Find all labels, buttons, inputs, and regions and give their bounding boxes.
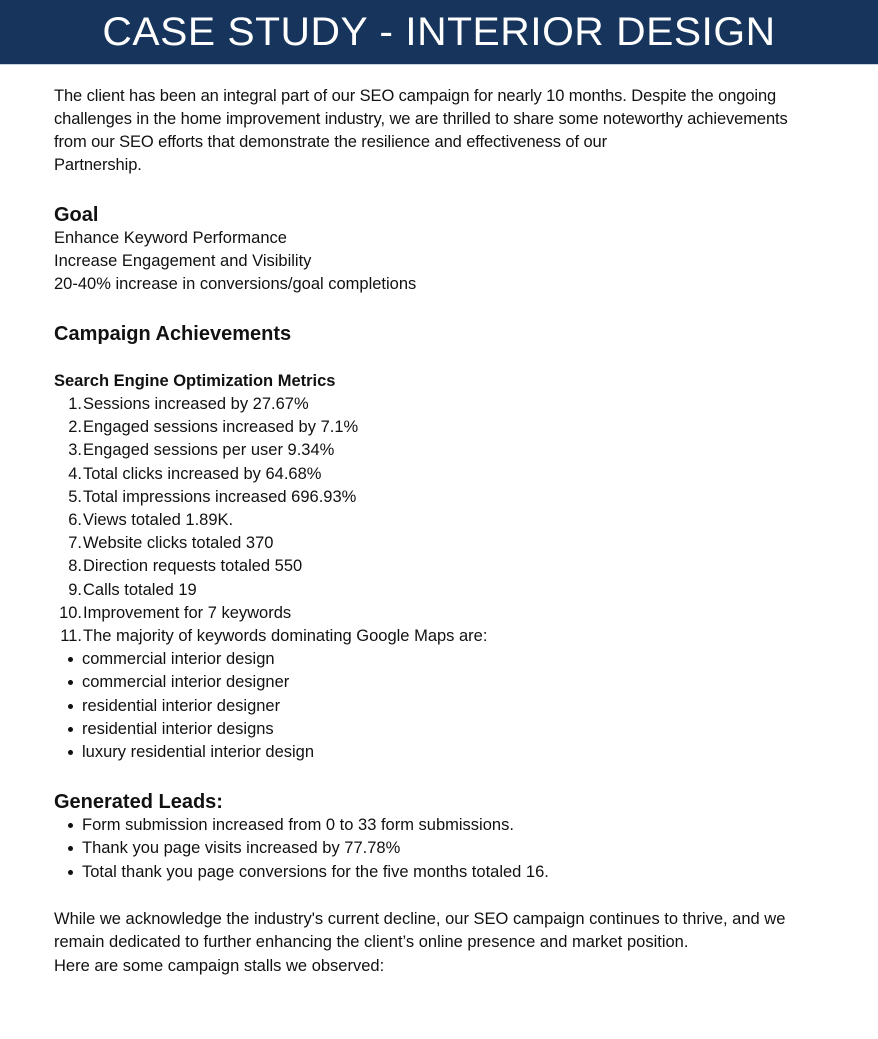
list-number: 9. xyxy=(68,580,82,599)
keyword-item xyxy=(54,741,824,764)
list-number: 11. xyxy=(60,627,82,646)
metric-text: Engaged sessions increased by 7.1% xyxy=(83,418,359,437)
lead-text: Thank you page visits increased by 77.78% xyxy=(82,839,401,858)
seo-metrics-list xyxy=(54,393,824,648)
keyword-item xyxy=(54,695,824,718)
goal-heading: Goal xyxy=(54,204,99,226)
keyword-text: commercial interior design xyxy=(82,650,275,669)
metric-item xyxy=(54,439,824,462)
campaign-achievements-heading: Campaign Achievements xyxy=(54,323,292,345)
list-number: 7. xyxy=(68,534,82,553)
keyword-text: residential interior designs xyxy=(82,719,274,738)
closing-line: remain dedicated to further enhancing the client’s online presence and market position. xyxy=(54,933,689,952)
seo-metrics-heading: Search Engine Optimization Metrics xyxy=(54,372,336,390)
bullet-icon xyxy=(54,814,82,837)
closing-line: Here are some campaign stalls we observed: xyxy=(54,956,385,975)
lead-item xyxy=(54,861,824,884)
bullet-icon xyxy=(54,741,82,764)
metric-item xyxy=(54,393,824,416)
list-number: 3. xyxy=(68,441,82,460)
keyword-item xyxy=(54,671,824,694)
metric-item xyxy=(54,486,824,509)
metric-text: Engaged sessions per user 9.34% xyxy=(83,441,335,460)
metric-item xyxy=(54,602,824,625)
bullet-icon xyxy=(54,671,82,694)
bullet-icon xyxy=(54,861,82,884)
generated-leads-heading: Generated Leads: xyxy=(54,791,223,814)
lead-item xyxy=(54,837,824,860)
goal-list xyxy=(54,227,824,296)
keyword-text: residential interior designer xyxy=(82,696,281,715)
list-number: 6. xyxy=(68,511,82,530)
goal-item: Enhance Keyword Performance xyxy=(54,229,287,247)
metric-item xyxy=(54,555,824,578)
page-header xyxy=(0,0,878,65)
keyword-text: luxury residential interior design xyxy=(82,743,315,762)
metric-text: Direction requests totaled 550 xyxy=(83,557,303,576)
metric-text: Sessions increased by 27.67% xyxy=(83,395,309,413)
intro-paragraph xyxy=(54,85,824,177)
metric-text: Website clicks totaled 370 xyxy=(83,534,274,553)
closing-line: While we acknowledge the industry's current decline, our SEO campaign continues to thrive, and we xyxy=(54,909,786,928)
metric-text: Total impressions increased 696.93% xyxy=(83,487,357,506)
keyword-list xyxy=(54,648,824,764)
bullet-icon xyxy=(54,648,82,671)
list-number: 2. xyxy=(68,418,82,437)
metric-item xyxy=(54,579,824,602)
lead-text: Form submission increased from 0 to 33 form submissions. xyxy=(82,816,514,835)
goal-item: 20-40% increase in conversions/goal completions xyxy=(54,275,417,293)
page-title: CASE STUDY - INTERIOR DESIGN xyxy=(102,9,776,54)
list-number: 1. xyxy=(68,395,82,413)
intro-line: The client has been an integral part of our SEO campaign for nearly 10 months. Despite the ongoing xyxy=(54,87,777,105)
metric-text: Improvement for 7 keywords xyxy=(83,603,292,622)
metric-text: Total clicks increased by 64.68% xyxy=(83,464,322,483)
intro-line: from our SEO efforts that demonstrate the resilience and effectiveness of our xyxy=(54,133,607,151)
bullet-icon xyxy=(54,837,82,860)
list-number: 8. xyxy=(68,557,82,576)
lead-item xyxy=(54,814,824,837)
list-number: 10. xyxy=(59,603,82,622)
goal-item: Increase Engagement and Visibility xyxy=(54,252,312,270)
metric-text: Views totaled 1.89K. xyxy=(83,511,234,530)
intro-line: challenges in the home improvement industry, we are thrilled to share some noteworthy achievements xyxy=(54,110,788,128)
metric-item xyxy=(54,463,824,486)
closing-paragraph xyxy=(54,908,824,979)
metric-item xyxy=(54,416,824,439)
metric-item xyxy=(54,625,824,648)
bullet-icon xyxy=(54,695,82,718)
metric-text: The majority of keywords dominating Google Maps are: xyxy=(83,627,488,646)
document-body xyxy=(0,85,878,978)
lead-text: Total thank you page conversions for the five months totaled 16. xyxy=(82,862,549,881)
intro-line: Partnership. xyxy=(54,156,142,174)
keyword-text: commercial interior designer xyxy=(82,673,290,692)
leads-list xyxy=(54,814,824,884)
keyword-item xyxy=(54,718,824,741)
bullet-icon xyxy=(54,718,82,741)
metric-item xyxy=(54,532,824,555)
keyword-item xyxy=(54,648,824,671)
list-number: 4. xyxy=(68,464,82,483)
metric-item xyxy=(54,509,824,532)
list-number: 5. xyxy=(68,487,82,506)
metric-text: Calls totaled 19 xyxy=(83,580,197,599)
